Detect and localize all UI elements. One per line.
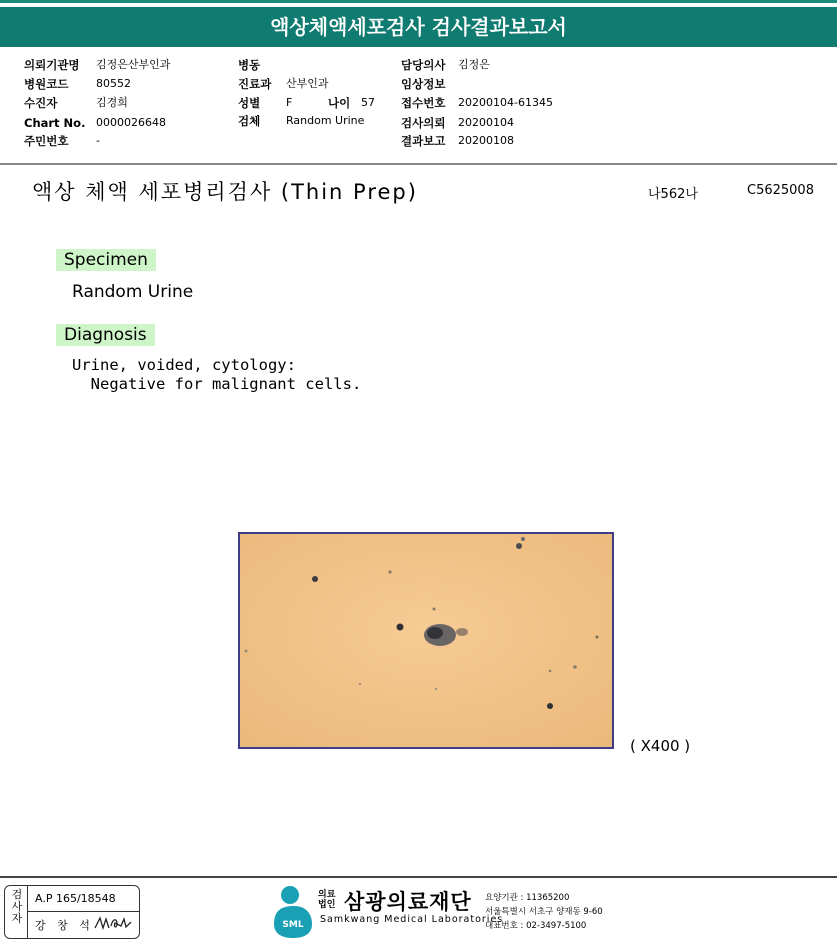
organization-address: 서울특별시 서초구 양재동 9-60 (485, 907, 603, 917)
organization-name: 삼광의료재단 (344, 890, 472, 914)
diagnosis-line-1: Urine, voided, cytology: (72, 356, 296, 374)
diagnosis-text (72, 356, 361, 394)
patient-name-label: 수진자 (24, 96, 58, 110)
report-banner-title: 액상체액세포검사 검사결과보고서 (0, 7, 837, 47)
care-institution-id: 요양기관 : 11365200 (485, 893, 570, 903)
ap-number: A.P 165/18548 (35, 892, 116, 905)
accession-no-value: 20200104-61345 (458, 96, 553, 109)
sml-logo-icon (268, 884, 316, 938)
inspector-stamp (4, 885, 140, 939)
patient-name-value: 김경희 (96, 96, 128, 109)
specimen-type-value: Random Urine (286, 114, 365, 127)
top-accent-line (0, 0, 837, 3)
clinical-info-label: 임상정보 (401, 77, 446, 91)
patient-info-panel (0, 47, 837, 165)
resident-no-value: - (96, 134, 100, 147)
diagnosis-heading: Diagnosis (56, 324, 155, 346)
report-title: 액상 체액 세포병리검사 (Thin Prep) (32, 180, 418, 204)
referring-clinic-value: 김정은산부인과 (96, 58, 171, 71)
age-label: 나이 (328, 96, 351, 110)
signature-icon (93, 914, 135, 934)
accession-no-label: 접수번호 (401, 96, 446, 110)
hospital-code-value: 80552 (96, 77, 131, 90)
report-code-1: 나562나 (648, 187, 698, 202)
specimen-heading: Specimen (56, 249, 156, 271)
diagnosis-line-2: Negative for malignant cells. (72, 375, 362, 393)
corporation-type (318, 890, 335, 910)
chart-no-value: 0000026648 (96, 116, 166, 129)
organization-name-en: Samkwang Medical Laboratories (320, 914, 504, 925)
stamp-horizontal-divider (27, 911, 139, 912)
referring-clinic-label: 의뢰기관명 (24, 58, 80, 72)
request-date-value: 20200104 (458, 116, 514, 129)
organization-phone: 대표번호 : 02-3497-5100 (485, 921, 587, 931)
magnification-label: ( X400 ) (630, 737, 691, 755)
inspector-stamp-label: 검사자 (11, 888, 23, 925)
hospital-code-label: 병원코드 (24, 77, 69, 91)
corporation-type-line-2: 법인 (318, 900, 336, 910)
resident-no-label: 주민번호 (24, 134, 69, 148)
department-label: 진료과 (238, 77, 272, 91)
specimen-value: Random Urine (72, 282, 194, 302)
sml-logo-text: SML (282, 920, 304, 930)
report-date-label: 결과보고 (401, 134, 446, 148)
request-date-label: 검사의뢰 (401, 116, 446, 130)
physician-label: 담당의사 (401, 58, 446, 72)
physician-value: 김정은 (458, 58, 490, 71)
specimen-type-label: 검체 (238, 114, 261, 128)
report-date-value: 20200108 (458, 134, 514, 147)
inspector-name: 강 창 석 (35, 919, 94, 932)
footer-divider (0, 876, 837, 878)
microscopy-cells (240, 534, 612, 747)
sex-value: F (286, 96, 293, 109)
corporation-type-line-1: 의료 (318, 890, 336, 900)
report-code-2: C5625008 (747, 183, 814, 198)
age-value: 57 (361, 96, 375, 109)
department-value: 산부인과 (286, 77, 329, 90)
chart-no-label: Chart No. (24, 116, 86, 130)
stamp-vertical-divider (27, 886, 28, 938)
ward-label: 병동 (238, 58, 261, 72)
sex-label: 성별 (238, 96, 261, 110)
microscopy-image (238, 532, 614, 749)
